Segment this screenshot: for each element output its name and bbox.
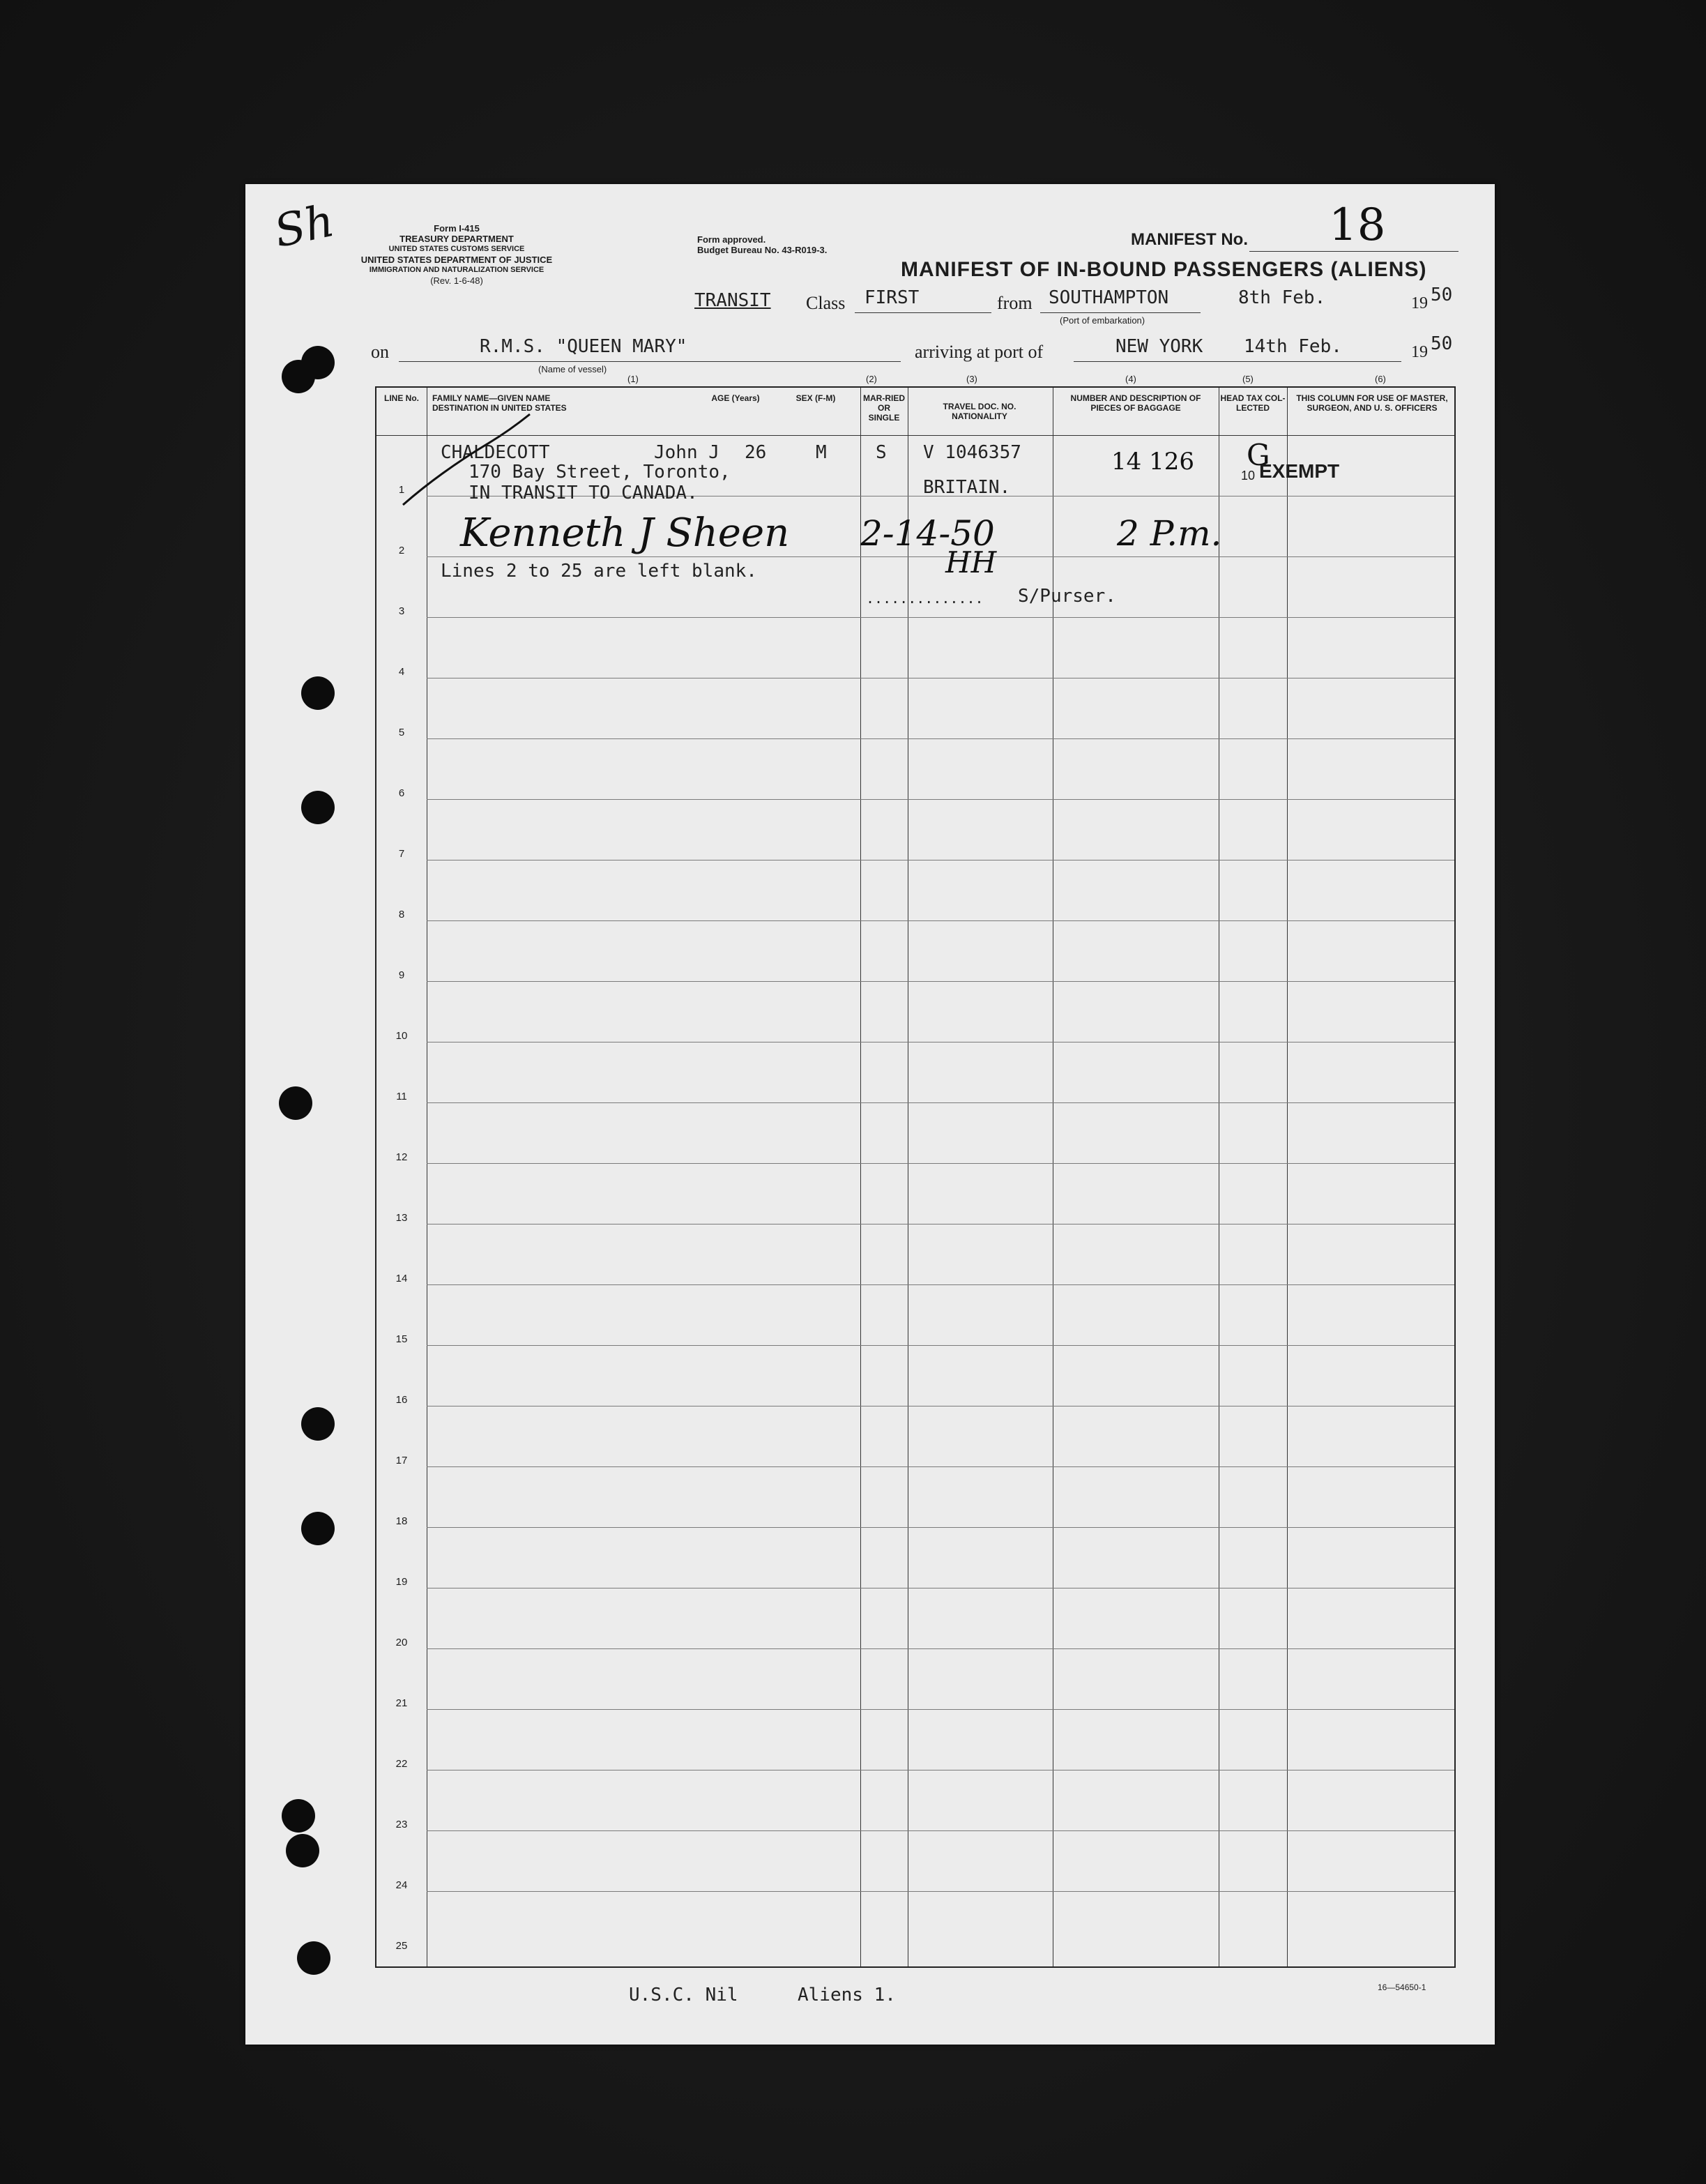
purser-signature: Kenneth J Sheen	[460, 510, 790, 556]
col-divider	[860, 388, 861, 1966]
row-rule	[427, 1891, 1454, 1892]
th-name-label: FAMILY NAME—GIVEN NAME	[432, 393, 551, 403]
manifest-no-underline	[1249, 251, 1459, 252]
blank-lines-note: Lines 2 to 25 are left blank.	[441, 561, 757, 582]
budget-bureau: Budget Bureau No. 43-R019-3.	[697, 245, 828, 255]
entry-head-tax: G	[1247, 438, 1270, 472]
row-rule	[427, 1709, 1454, 1710]
footer-aliens: Aliens 1.	[798, 1985, 896, 2005]
entry-given-name: John J	[654, 442, 719, 463]
row-rule	[427, 1102, 1454, 1103]
col-divider	[1287, 388, 1288, 1966]
row-rule	[427, 1527, 1454, 1528]
from-underline	[1040, 312, 1201, 313]
row-rule	[427, 556, 1454, 557]
handwritten-initials: HH	[945, 545, 997, 579]
col-num-2: (2)	[866, 374, 877, 384]
row-rule	[427, 1830, 1454, 1831]
depart-year-prefix: 19	[1411, 294, 1428, 312]
manifest-page	[245, 184, 1495, 2045]
col-num-3: (3)	[966, 374, 977, 384]
row-number: 4	[398, 666, 405, 678]
entry-marital: S	[876, 442, 887, 463]
row-number: 2	[398, 545, 405, 556]
form-number: Form I-415	[434, 223, 480, 234]
on-label: on	[371, 342, 389, 362]
row-number: 17	[395, 1455, 408, 1466]
th-head-tax: HEAD TAX COL-LECTED	[1220, 393, 1286, 413]
entry-officer-note: EXEMPT	[1259, 460, 1340, 482]
row-number: 22	[395, 1758, 408, 1770]
vessel-caption: (Name of vessel)	[538, 364, 607, 374]
col-num-4: (4)	[1125, 374, 1136, 384]
form-approved: Form approved.	[697, 234, 766, 245]
treasury-department: TREASURY DEPARTMENT	[399, 234, 514, 244]
entry-family-name: CHALDECOTT	[441, 442, 550, 463]
vessel-underline	[399, 361, 901, 362]
handwritten-time: 2 P.m.	[1117, 513, 1222, 554]
punch-hole	[301, 1407, 335, 1441]
header-agency-block	[356, 223, 558, 286]
row-rule	[427, 799, 1454, 800]
entry-address-1: 170 Bay Street, Toronto,	[469, 462, 731, 483]
port-embarkation-caption: (Port of embarkation)	[1060, 315, 1145, 326]
row-number: 10	[395, 1030, 408, 1042]
entry-head-tax-sub: 10	[1241, 469, 1256, 483]
row-number: 3	[398, 605, 405, 617]
row-rule	[427, 617, 1454, 618]
arrival-port: NEW YORK	[1115, 336, 1203, 357]
row-number: 9	[398, 969, 405, 981]
col-num-5: (5)	[1242, 374, 1254, 384]
purser-dots: ..............	[866, 590, 984, 607]
customs-service: UNITED STATES CUSTOMS SERVICE	[388, 245, 525, 253]
row-number: 1	[398, 484, 405, 496]
transit-label: TRANSIT	[694, 290, 771, 311]
row-number: 25	[395, 1940, 408, 1952]
manifest-title: MANIFEST OF IN-BOUND PASSENGERS (ALIENS)	[901, 258, 1427, 281]
footer-usc: U.S.C. Nil	[629, 1985, 738, 2005]
row-rule	[427, 920, 1454, 921]
punch-hole	[279, 1086, 312, 1120]
depart-year: 50	[1431, 285, 1453, 305]
class-label: Class	[806, 293, 846, 313]
passenger-table	[375, 386, 1456, 1968]
row-number: 8	[398, 909, 405, 920]
row-rule	[427, 1163, 1454, 1164]
arrival-year: 50	[1431, 333, 1453, 354]
th-married: MAR-RIED OR SINGLE	[863, 393, 905, 423]
purser-label: S/Purser.	[1018, 586, 1116, 607]
row-number: 20	[395, 1637, 408, 1648]
manifest-no-label: MANIFEST No.	[1131, 230, 1248, 249]
row-rule	[427, 738, 1454, 739]
row-number: 13	[395, 1212, 408, 1224]
col-num-1: (1)	[627, 374, 639, 384]
check-mark-icon	[397, 409, 537, 513]
row-rule	[427, 1466, 1454, 1467]
row-number: 19	[395, 1576, 408, 1588]
punch-hole	[301, 346, 335, 379]
entry-age: 26	[745, 442, 767, 463]
row-rule	[427, 1345, 1454, 1346]
form-approved-block	[697, 234, 827, 255]
row-number: 12	[395, 1151, 408, 1163]
row-number: 14	[395, 1273, 408, 1284]
corner-handwriting: Sh	[270, 195, 339, 259]
punch-hole	[301, 676, 335, 710]
from-port: SOUTHAMPTON	[1049, 287, 1169, 308]
handwritten-date: 2-14-50	[860, 513, 995, 554]
manifest-no-value: 18	[1329, 199, 1386, 251]
entry-address-2: IN TRANSIT TO CANADA.	[469, 483, 698, 503]
entry-baggage: 14 126	[1111, 448, 1194, 476]
row-number: 7	[398, 848, 405, 860]
punch-hole	[301, 791, 335, 824]
form-footer-code: 16—54650-1	[1378, 1982, 1426, 1992]
row-rule	[427, 1284, 1454, 1285]
th-travel-doc: TRAVEL DOC. NO. NATIONALITY	[943, 402, 1016, 421]
arriving-label: arriving at port of	[915, 342, 1044, 362]
row-rule	[427, 1648, 1454, 1649]
th-sex: SEX (F-M)	[795, 393, 836, 403]
th-dest-label: DESTINATION IN UNITED STATES	[432, 403, 567, 413]
punch-hole	[282, 1799, 315, 1833]
depart-date: 8th Feb.	[1238, 287, 1326, 308]
header-divider	[376, 435, 1454, 436]
entry-sex: M	[816, 442, 827, 463]
ins-service: IMMIGRATION AND NATURALIZATION SERVICE	[369, 266, 544, 274]
arrival-underline	[1074, 361, 1401, 362]
th-baggage: NUMBER AND DESCRIPTION OF PIECES OF BAGGAGE	[1070, 393, 1201, 413]
row-number: 6	[398, 787, 405, 799]
col-num-6: (6)	[1375, 374, 1386, 384]
entry-doc-no: V 1046357	[923, 442, 1021, 463]
vessel-name: R.M.S. "QUEEN MARY"	[480, 336, 687, 357]
arrival-date: 14th Feb.	[1244, 336, 1342, 357]
arrival-year-prefix: 19	[1411, 343, 1428, 361]
row-number: 15	[395, 1333, 408, 1345]
entry-nationality: BRITAIN.	[923, 477, 1011, 498]
row-number: 16	[395, 1394, 408, 1406]
punch-hole	[301, 1512, 335, 1545]
punch-hole	[286, 1834, 319, 1867]
class-value: FIRST	[865, 287, 920, 308]
class-underline	[855, 312, 991, 313]
row-number: 21	[395, 1697, 408, 1709]
row-number: 18	[395, 1515, 408, 1527]
row-number: 24	[395, 1879, 408, 1891]
punch-hole	[297, 1941, 330, 1975]
department-of-justice: UNITED STATES DEPARTMENT OF JUSTICE	[360, 255, 553, 265]
th-age: AGE (Years)	[711, 393, 760, 403]
row-number: 5	[398, 727, 405, 738]
from-label: from	[997, 293, 1033, 313]
th-officers: THIS COLUMN FOR USE OF MASTER, SURGEON, AND U. S. OFFICERS	[1296, 393, 1448, 413]
row-number: 11	[396, 1091, 407, 1102]
row-rule	[427, 981, 1454, 982]
row-number: 23	[395, 1819, 408, 1830]
revision-date: (Rev. 1-6-48)	[430, 275, 483, 286]
th-line-no: LINE No.	[384, 393, 419, 403]
